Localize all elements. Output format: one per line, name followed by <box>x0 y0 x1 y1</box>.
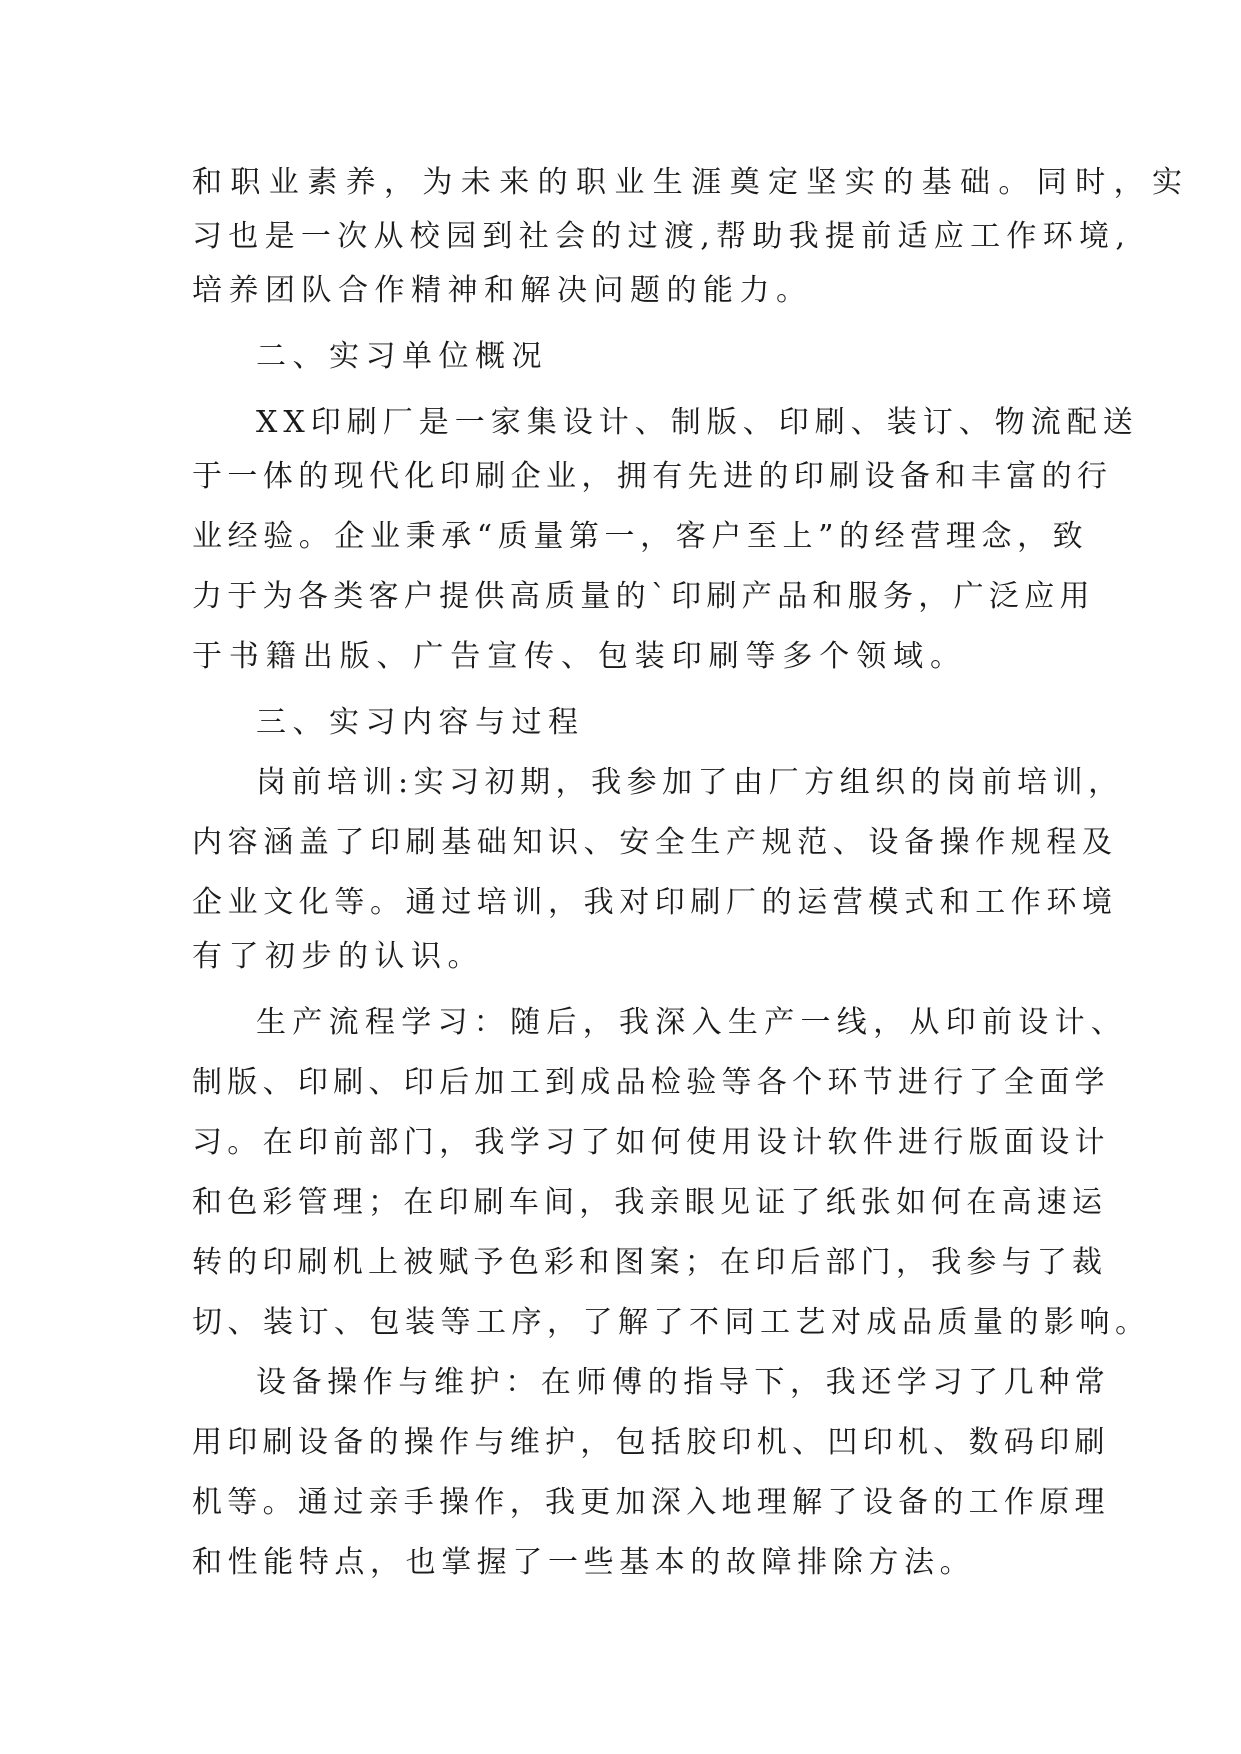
paragraph-line: 习。在印前部门，我学习了如何使用设计软件进行版面设计 <box>192 1125 1110 1160</box>
paragraph-line: 和色彩管理；在印刷车间，我亲眼见证了纸张如何在高速运 <box>192 1185 1108 1220</box>
paragraph-line: 力于为各类客户提供高质量的`印刷产品和服务，广泛应用 <box>192 579 1095 614</box>
paragraph-line: 切、装订、包装等工序，了解了不同工艺对成品质量的影响。 <box>192 1305 1151 1340</box>
paragraph-line: 机等。通过亲手操作，我更加深入地理解了设备的工作原理 <box>192 1485 1110 1520</box>
paragraph-line: 用印刷设备的操作与维护，包括胶印机、凹印机、数码印刷 <box>192 1425 1110 1460</box>
paragraph-line: 业经验。企业秉承“质量第一，客户至上”的经营理念，致 <box>192 519 1089 554</box>
paragraph-line: 于一体的现代化印刷企业，拥有先进的印刷设备和丰富的行 <box>192 459 1113 494</box>
paragraph-line: 习也是一次从校园到社会的过渡,帮助我提前适应工作环境, <box>192 219 1132 254</box>
paragraph-line: 企业文化等。通过培训，我对印刷厂的运营模式和工作环境 <box>192 885 1118 920</box>
paragraph-line: 培养团队合作精神和解决问题的能力。 <box>192 273 813 308</box>
paragraph-line: 制版、印刷、印后加工到成品检验等各个环节进行了全面学 <box>192 1065 1110 1100</box>
paragraph-line: 和性能特点，也掌握了一些基本的故障排除方法。 <box>192 1545 976 1580</box>
paragraph-line: 转的印刷机上被赋予色彩和图案；在印后部门，我参与了裁 <box>192 1245 1108 1280</box>
paragraph-line: 生产流程学习：随后，我深入生产一线，从印前设计、 <box>256 1005 1128 1040</box>
paragraph-line: XX印刷厂是一家集设计、制版、印刷、装订、物流配送 <box>256 405 1139 440</box>
paragraph-line: 和职业素养，为未来的职业生涯奠定坚实的基础。同时，实 <box>192 165 1191 200</box>
section-heading: 二、实习单位概况 <box>256 339 548 374</box>
paragraph-line: 内容涵盖了印刷基础知识、安全生产规范、设备操作规程及 <box>192 825 1118 860</box>
section-heading: 三、实习内容与过程 <box>256 705 585 740</box>
paragraph-line: 于书籍出版、广告宣传、包装印刷等多个领域。 <box>192 639 967 674</box>
paragraph-line: 岗前培训:实习初期，我参加了由厂方组织的岗前培训， <box>256 765 1124 800</box>
paragraph-line: 有了初步的认识。 <box>192 939 484 974</box>
paragraph-line: 设备操作与维护：在师傅的指导下，我还学习了几种常 <box>256 1365 1111 1400</box>
